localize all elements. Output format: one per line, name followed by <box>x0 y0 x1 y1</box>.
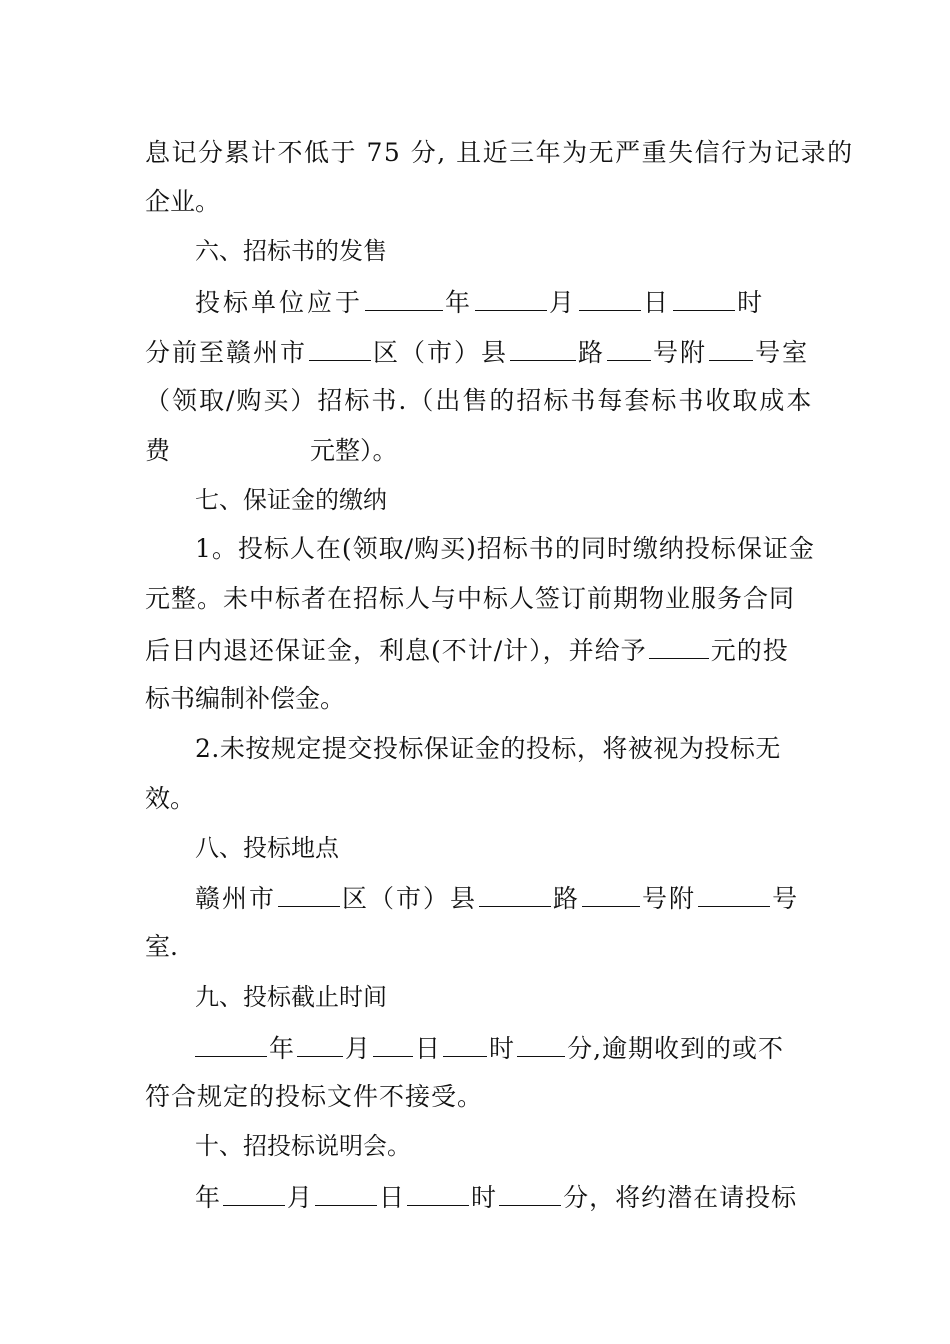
section-heading-10: 十、招投标说明会。 <box>195 1132 411 1160</box>
text-run: 日 <box>643 288 672 317</box>
text-run: 元的投 <box>710 636 789 665</box>
fill-blank[interactable] <box>309 334 371 361</box>
fill-blank[interactable] <box>607 334 651 361</box>
fill-blank[interactable] <box>673 284 735 311</box>
fill-blank[interactable] <box>195 1030 267 1057</box>
paragraph-line <box>195 1179 797 1213</box>
paragraph-line: 标书编制补偿金。 <box>145 684 346 713</box>
paragraph-line: 1。投标人在(领取/购买)招标书的同时缴纳投标保证金 <box>195 534 815 563</box>
text-run: 年 <box>269 1034 296 1063</box>
paragraph-line: 息记分累计不低于 75 分, 且近三年为无严重失信行为记录的 <box>145 138 854 167</box>
fill-blank[interactable] <box>443 1030 487 1057</box>
fill-blank[interactable] <box>475 284 547 311</box>
paragraph-line: 2.未按规定提交投标保证金的投标，将被视为投标无 <box>195 734 781 763</box>
fill-blank[interactable] <box>479 880 551 907</box>
paragraph-line: （领取/购买）招标书.（出售的招标书每套标书收取成本 <box>145 386 814 415</box>
text-run: 投标单位应于 <box>195 288 364 317</box>
paragraph-line: 企业。 <box>145 187 221 216</box>
text-run: 号附 <box>642 884 697 913</box>
text-run: 元整）。 <box>310 436 398 465</box>
text-run: 日 <box>379 1183 406 1212</box>
text-run: 路 <box>578 338 606 367</box>
section-heading-6: 六、招标书的发售 <box>195 237 387 265</box>
fill-blank[interactable] <box>698 880 770 907</box>
fill-blank[interactable] <box>517 1030 565 1057</box>
fill-blank[interactable] <box>278 880 340 907</box>
text-run: 时 <box>489 1034 516 1063</box>
text-run: 月 <box>549 288 578 317</box>
text-run: 年 <box>445 288 474 317</box>
text-run: 区（市）县 <box>342 884 478 913</box>
fill-blank[interactable] <box>407 1179 469 1206</box>
fill-blank[interactable] <box>510 334 576 361</box>
paragraph-line <box>195 880 799 914</box>
text-run: 号附 <box>653 338 708 367</box>
text-run: 分前至赣州市 <box>145 338 308 367</box>
text-run: 日 <box>415 1034 442 1063</box>
paragraph-line <box>195 284 765 318</box>
fill-blank[interactable] <box>373 1030 413 1057</box>
fill-blank[interactable] <box>709 334 753 361</box>
text-run: 时 <box>737 288 766 317</box>
fill-blank[interactable] <box>297 1030 343 1057</box>
paragraph-line: 元整。未中标者在招标人与中标人签订前期物业服务合同 <box>145 584 796 613</box>
paragraph-line <box>145 434 398 468</box>
paragraph-line <box>145 334 809 368</box>
text-run: 区（市）县 <box>373 338 509 367</box>
fill-blank[interactable] <box>365 284 443 311</box>
text-run: 分,逾期收到的或不 <box>567 1034 785 1063</box>
fill-blank[interactable] <box>649 632 709 659</box>
text-run: 后日内退还保证金，利息(不计/计），并给予 <box>145 636 647 665</box>
paragraph-line <box>195 1030 784 1064</box>
paragraph-line <box>145 632 789 666</box>
text-run: 赣州市 <box>195 884 277 913</box>
fill-blank[interactable] <box>315 1179 377 1206</box>
paragraph-line: 室. <box>145 932 178 961</box>
text-run: 月 <box>287 1183 314 1212</box>
fill-blank[interactable] <box>582 880 640 907</box>
text-run: 号 <box>772 884 800 913</box>
text-run: 时 <box>471 1183 498 1212</box>
text-run: 年 <box>195 1183 222 1212</box>
text-run: 路 <box>553 884 581 913</box>
section-heading-8: 八、投标地点 <box>195 834 339 862</box>
fill-blank[interactable] <box>499 1179 561 1206</box>
fill-blank[interactable] <box>579 284 641 311</box>
text-run: 分，将约潜在请投标 <box>563 1183 798 1212</box>
paragraph-line: 效。 <box>145 784 196 813</box>
fill-blank[interactable] <box>223 1179 285 1206</box>
text-run: 月 <box>345 1034 372 1063</box>
text-run: 费 <box>145 436 171 465</box>
paragraph-line: 符合规定的投标文件不接受。 <box>145 1082 484 1111</box>
section-heading-7: 七、保证金的缴纳 <box>195 486 387 514</box>
text-run: 号室 <box>755 338 810 367</box>
section-heading-9: 九、投标截止时间 <box>195 983 387 1011</box>
